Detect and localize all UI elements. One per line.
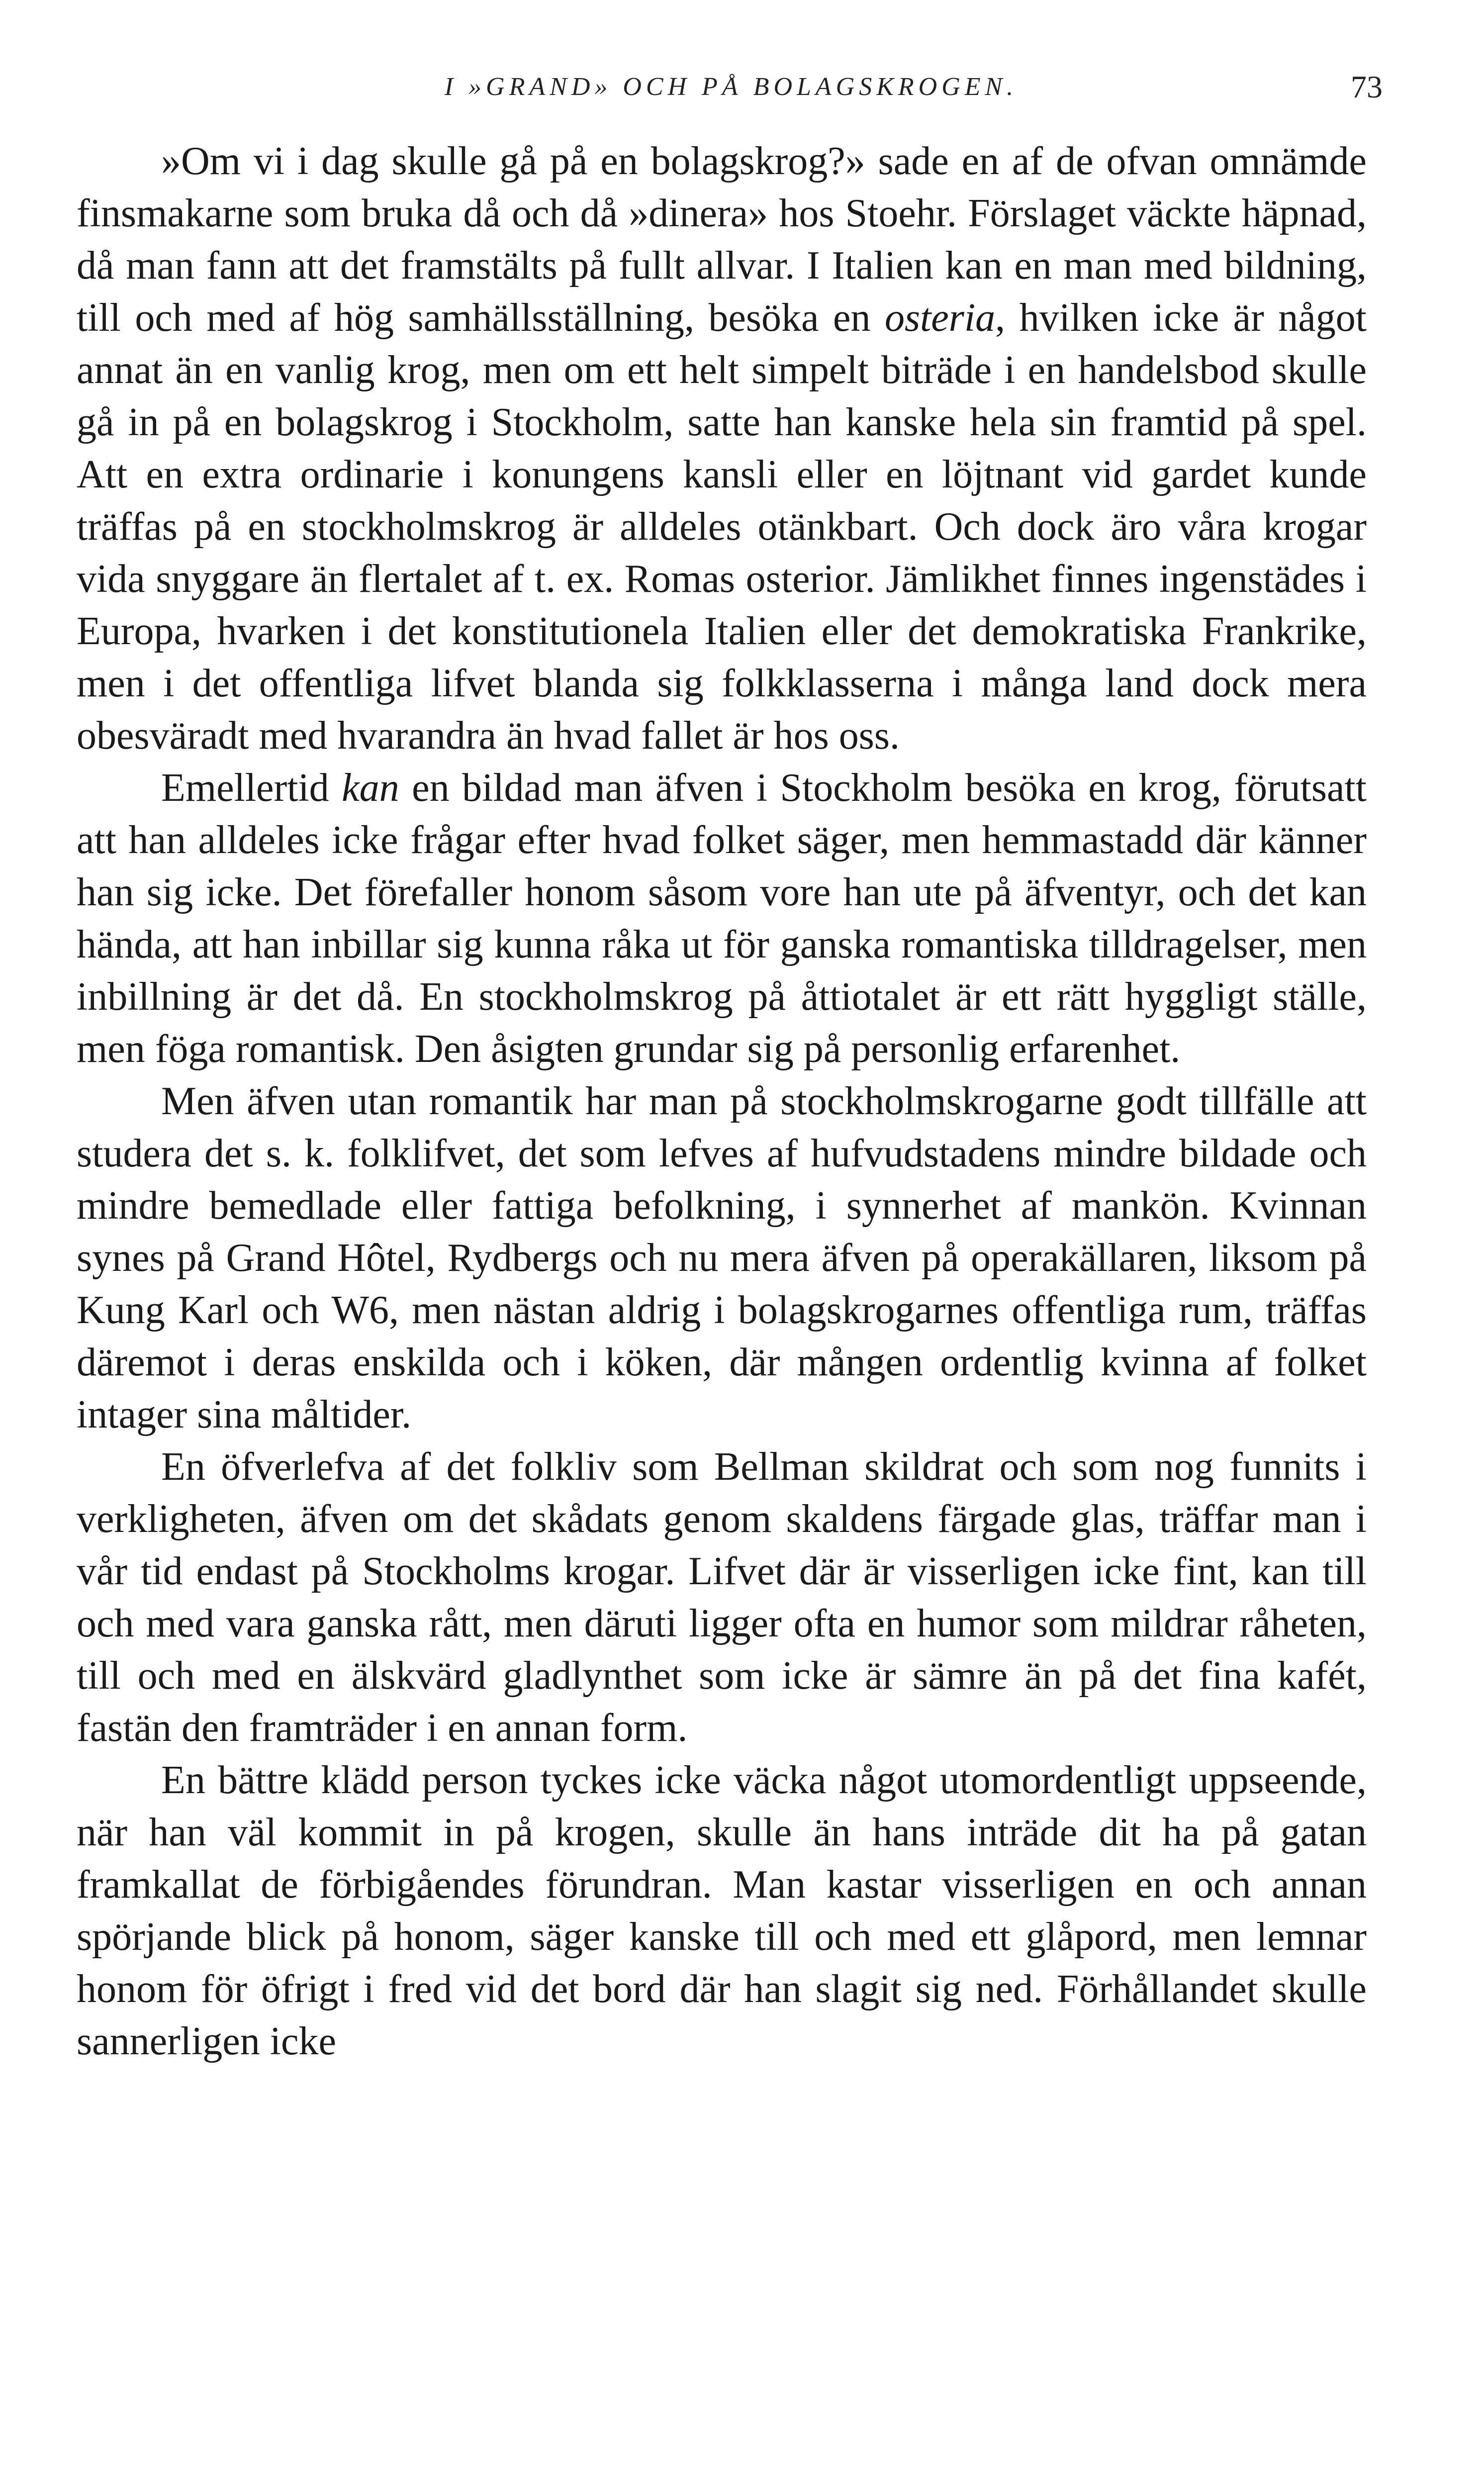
text-span: »Om vi i dag skulle gå på en bolagskrog?» sade en af de ofvan omnämde finsmakarne som bruka då och då »dinera» hos Stoehr. Förslaget väckte häpnad, då man fann att det framstälts på fullt allvar. I Italien kan en man med bildning, till och med af hög samhällsställning, besöka en [77, 139, 1367, 340]
paragraph-3 [77, 1075, 1367, 1441]
text-span: en bildad man äfven i Stockholm besöka en krog, förutsatt att han alldeles icke frågar efter hvad folket säger, men hemmastadd där känner han sig icke. Det förefaller honom såsom vore han ute på äfventyr, och det kan hända, att han inbillar sig kunna råka ut för ganska romantiska tilldragelser, men inbillning är det då. En stockholmskrog på åttiotalet är ett rätt hyggligt ställe, men föga romantisk. Den åsigten grundar sig på personlig erfarenhet. [77, 766, 1367, 1071]
paragraph-2 [77, 762, 1367, 1075]
running-title: I »GRAND» OCH PÅ BOLAGSKROGEN. [444, 73, 1018, 101]
italic-word-kan: kan [342, 766, 399, 810]
body-text [77, 135, 1367, 2068]
paragraph-4 [77, 1441, 1367, 1754]
text-span: , hvilken icke är något annat än en vanlig krog, men om ett helt simpelt biträde i en handelsbod skulle gå in på en bolagskrog i Stockholm, satte han kanske hela sin framtid på spel. Att en extra ordinarie i konungens kansli eller en löjtnant vid gardet kunde träffas på en stockholmskrog är alldeles otänkbart. Och dock äro våra krogar vida snyggare än flertalet af t. ex. Romas osterior. Jämlikhet finnes ingenstädes i Europa, hvarken i det konstitutionela Italien eller det demokratiska Frankrike, men i det offentliga lifvet blanda sig folkklasserna i många land dock mera obesväradt med hvarandra än hvad fallet är hos oss. [77, 296, 1367, 758]
text-span: Emellertid [161, 766, 342, 810]
text-span: Men äfven utan romantik har man på stockholmskrogarne godt tillfälle att studera det s. k. folklifvet, det som lefves af hufvudstadens mindre bildade och mindre bemedlade eller fattiga befolkning, i synnerhet af mankön. Kvinnan synes på Grand Hôtel, Rydbergs och nu mera äfven på operakällaren, liksom på Kung Karl och W6, men nästan aldrig i bolagskrogarnes offentliga rum, träffas däremot i deras enskilda och i köken, där mången ordentlig kvinna af folket intager sina måltider. [77, 1079, 1367, 1436]
running-header [80, 60, 1383, 114]
paragraph-5 [77, 1754, 1367, 2068]
text-span: En bättre klädd person tyckes icke väcka något utomordentligt uppseende, när han väl kommit in på krogen, skulle än hans inträde dit ha på gatan framkallat de förbigåendes förundran. Man kastar visserligen en och annan spörjande blick på honom, säger kanske till och med ett glåpord, men lemnar honom för öfrigt i fred vid det bord där han slagit sig ned. Förhållandet skulle sannerligen icke [77, 1758, 1367, 2063]
text-span: En öfverlefva af det folkliv som Bellman skildrat och som nog funnits i verkligheten, äfven om det skådats genom skaldens färgade glas, träffar man i vår tid endast på Stockholms krogar. Lifvet där är visserligen icke fint, kan till och med vara ganska rått, men däruti ligger ofta en humor som mildrar råheten, till och med en älskvärd gladlynthet som icke är sämre än på det fina kafét, fastän den framträder i en annan form. [77, 1445, 1367, 1750]
italic-word-osteria: osteria [884, 296, 996, 340]
paragraph-1 [77, 135, 1367, 762]
page-number: 73 [1351, 69, 1383, 104]
